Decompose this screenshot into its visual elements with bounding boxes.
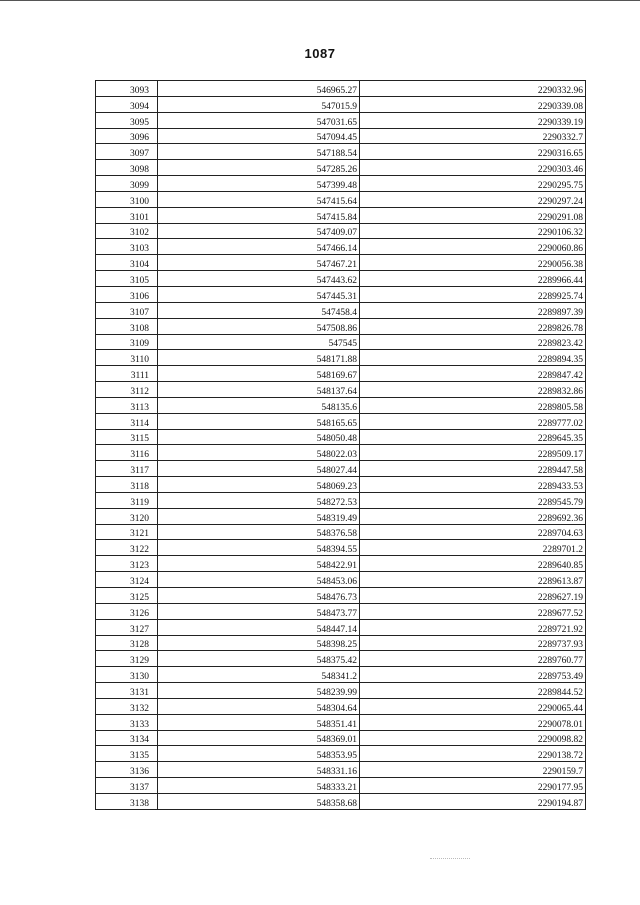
table-row [96,128,586,144]
y-coordinate-cell: 2290291.08 [360,207,586,223]
y-coordinate-cell: 2290332.96 [360,81,586,97]
point-id-cell: 3093 [96,81,158,97]
point-id-cell: 3107 [96,302,158,318]
x-coordinate-cell: 548394.55 [158,540,360,556]
x-coordinate-cell: 547443.62 [158,271,360,287]
point-id-cell: 3116 [96,445,158,461]
x-coordinate-cell: 547015.9 [158,96,360,112]
table-row [96,619,586,635]
table-row [96,271,586,287]
point-id-cell: 3117 [96,461,158,477]
y-coordinate-cell: 2290159.7 [360,762,586,778]
x-coordinate-cell: 547188.54 [158,144,360,160]
table-row [96,366,586,382]
table-row [96,286,586,302]
x-coordinate-cell: 548135.6 [158,397,360,413]
y-coordinate-cell: 2289721.92 [360,619,586,635]
point-id-cell: 3115 [96,429,158,445]
y-coordinate-cell: 2289805.58 [360,397,586,413]
x-coordinate-cell: 548351.41 [158,714,360,730]
y-coordinate-cell: 2289627.19 [360,588,586,604]
x-coordinate-cell: 548473.77 [158,603,360,619]
y-coordinate-cell: 2289645.35 [360,429,586,445]
point-id-cell: 3110 [96,350,158,366]
table-row [96,508,586,524]
x-coordinate-cell: 548137.64 [158,382,360,398]
x-coordinate-cell: 547399.48 [158,176,360,192]
table-row [96,477,586,493]
table-row [96,255,586,271]
point-id-cell: 3096 [96,128,158,144]
point-id-cell: 3127 [96,619,158,635]
x-coordinate-cell: 547415.84 [158,207,360,223]
table-row [96,191,586,207]
point-id-cell: 3121 [96,524,158,540]
y-coordinate-cell: 2289692.36 [360,508,586,524]
y-coordinate-cell: 2290295.75 [360,176,586,192]
table-row [96,651,586,667]
x-coordinate-cell: 548333.21 [158,778,360,794]
y-coordinate-cell: 2290138.72 [360,746,586,762]
point-id-cell: 3125 [96,588,158,604]
point-id-cell: 3118 [96,477,158,493]
point-id-cell: 3103 [96,239,158,255]
table-row [96,223,586,239]
y-coordinate-cell: 2290177.95 [360,778,586,794]
table-row [96,318,586,334]
x-coordinate-cell: 548027.44 [158,461,360,477]
table-row [96,524,586,540]
point-id-cell: 3099 [96,176,158,192]
table-row [96,176,586,192]
point-id-cell: 3119 [96,492,158,508]
x-coordinate-cell: 548353.95 [158,746,360,762]
table-row [96,350,586,366]
table-row [96,603,586,619]
y-coordinate-cell: 2289847.42 [360,366,586,382]
page-footer-mark [430,858,470,860]
y-coordinate-cell: 2290098.82 [360,730,586,746]
y-coordinate-cell: 2290194.87 [360,793,586,809]
point-id-cell: 3113 [96,397,158,413]
point-id-cell: 3134 [96,730,158,746]
y-coordinate-cell: 2289925.74 [360,286,586,302]
point-id-cell: 3120 [96,508,158,524]
x-coordinate-cell: 547466.14 [158,239,360,255]
x-coordinate-cell: 547094.45 [158,128,360,144]
x-coordinate-cell: 547508.86 [158,318,360,334]
point-id-cell: 3132 [96,698,158,714]
table-row [96,540,586,556]
y-coordinate-cell: 2290078.01 [360,714,586,730]
x-coordinate-cell: 548304.64 [158,698,360,714]
table-row [96,556,586,572]
y-coordinate-cell: 2289701.2 [360,540,586,556]
x-coordinate-cell: 548272.53 [158,492,360,508]
point-id-cell: 3136 [96,762,158,778]
x-coordinate-cell: 548341.2 [158,667,360,683]
y-coordinate-cell: 2289640.85 [360,556,586,572]
x-coordinate-cell: 547285.26 [158,160,360,176]
x-coordinate-cell: 548171.88 [158,350,360,366]
point-id-cell: 3102 [96,223,158,239]
x-coordinate-cell: 548022.03 [158,445,360,461]
y-coordinate-cell: 2289447.58 [360,461,586,477]
y-coordinate-cell: 2289677.52 [360,603,586,619]
table-row [96,572,586,588]
y-coordinate-cell: 2290106.32 [360,223,586,239]
table-row [96,429,586,445]
table-row [96,588,586,604]
point-id-cell: 3094 [96,96,158,112]
x-coordinate-cell: 548369.01 [158,730,360,746]
y-coordinate-cell: 2290303.46 [360,160,586,176]
y-coordinate-cell: 2289777.02 [360,413,586,429]
table-row [96,334,586,350]
y-coordinate-cell: 2289823.42 [360,334,586,350]
table-row [96,635,586,651]
table-row [96,239,586,255]
point-id-cell: 3122 [96,540,158,556]
y-coordinate-cell: 2290065.44 [360,698,586,714]
table-row [96,160,586,176]
table-row [96,698,586,714]
page-top-rule [0,0,640,1]
table-row [96,144,586,160]
y-coordinate-cell: 2289844.52 [360,683,586,699]
table-row [96,382,586,398]
table-row [96,397,586,413]
y-coordinate-cell: 2289704.63 [360,524,586,540]
table-row [96,207,586,223]
y-coordinate-cell: 2289966.44 [360,271,586,287]
x-coordinate-cell: 548050.48 [158,429,360,445]
table-row [96,461,586,477]
point-id-cell: 3126 [96,603,158,619]
point-id-cell: 3108 [96,318,158,334]
y-coordinate-cell: 2290056.38 [360,255,586,271]
point-id-cell: 3098 [96,160,158,176]
x-coordinate-cell: 547545 [158,334,360,350]
point-id-cell: 3101 [96,207,158,223]
x-coordinate-cell: 547415.64 [158,191,360,207]
y-coordinate-cell: 2289760.77 [360,651,586,667]
point-id-cell: 3111 [96,366,158,382]
x-coordinate-cell: 548169.67 [158,366,360,382]
point-id-cell: 3106 [96,286,158,302]
x-coordinate-cell: 548476.73 [158,588,360,604]
page-number: 1087 [304,46,336,61]
point-id-cell: 3130 [96,667,158,683]
x-coordinate-cell: 548422.91 [158,556,360,572]
y-coordinate-cell: 2289613.87 [360,572,586,588]
table-row [96,746,586,762]
point-id-cell: 3137 [96,778,158,794]
point-id-cell: 3131 [96,683,158,699]
y-coordinate-cell: 2290339.19 [360,112,586,128]
coordinates-table [95,80,586,810]
table-row [96,413,586,429]
y-coordinate-cell: 2290060.86 [360,239,586,255]
point-id-cell: 3105 [96,271,158,287]
point-id-cell: 3114 [96,413,158,429]
table-row [96,714,586,730]
point-id-cell: 3095 [96,112,158,128]
table-row [96,778,586,794]
coordinates-table-body [96,81,586,810]
x-coordinate-cell: 548375.42 [158,651,360,667]
point-id-cell: 3112 [96,382,158,398]
point-id-cell: 3123 [96,556,158,572]
x-coordinate-cell: 548398.25 [158,635,360,651]
x-coordinate-cell: 548376.58 [158,524,360,540]
x-coordinate-cell: 548319.49 [158,508,360,524]
x-coordinate-cell: 547458.4 [158,302,360,318]
y-coordinate-cell: 2290297.24 [360,191,586,207]
table-row [96,683,586,699]
table-row [96,762,586,778]
x-coordinate-cell: 548447.14 [158,619,360,635]
table-row [96,96,586,112]
y-coordinate-cell: 2289753.49 [360,667,586,683]
x-coordinate-cell: 547409.07 [158,223,360,239]
table-row [96,81,586,97]
x-coordinate-cell: 548358.68 [158,793,360,809]
table-row [96,730,586,746]
point-id-cell: 3097 [96,144,158,160]
y-coordinate-cell: 2290316.65 [360,144,586,160]
x-coordinate-cell: 548165.65 [158,413,360,429]
table-row [96,667,586,683]
point-id-cell: 3104 [96,255,158,271]
table-row [96,445,586,461]
point-id-cell: 3133 [96,714,158,730]
y-coordinate-cell: 2289826.78 [360,318,586,334]
table-row [96,112,586,128]
x-coordinate-cell: 548239.99 [158,683,360,699]
y-coordinate-cell: 2290332.7 [360,128,586,144]
point-id-cell: 3135 [96,746,158,762]
y-coordinate-cell: 2289832.86 [360,382,586,398]
point-id-cell: 3109 [96,334,158,350]
y-coordinate-cell: 2289545.79 [360,492,586,508]
y-coordinate-cell: 2289894.35 [360,350,586,366]
table-row [96,793,586,809]
x-coordinate-cell: 548453.06 [158,572,360,588]
point-id-cell: 3138 [96,793,158,809]
x-coordinate-cell: 547031.65 [158,112,360,128]
x-coordinate-cell: 547467.21 [158,255,360,271]
table-row [96,492,586,508]
y-coordinate-cell: 2290339.08 [360,96,586,112]
x-coordinate-cell: 548331.16 [158,762,360,778]
x-coordinate-cell: 546965.27 [158,81,360,97]
y-coordinate-cell: 2289509.17 [360,445,586,461]
point-id-cell: 3129 [96,651,158,667]
y-coordinate-cell: 2289433.53 [360,477,586,493]
point-id-cell: 3124 [96,572,158,588]
x-coordinate-cell: 548069.23 [158,477,360,493]
point-id-cell: 3100 [96,191,158,207]
y-coordinate-cell: 2289737.93 [360,635,586,651]
y-coordinate-cell: 2289897.39 [360,302,586,318]
table-row [96,302,586,318]
point-id-cell: 3128 [96,635,158,651]
x-coordinate-cell: 547445.31 [158,286,360,302]
